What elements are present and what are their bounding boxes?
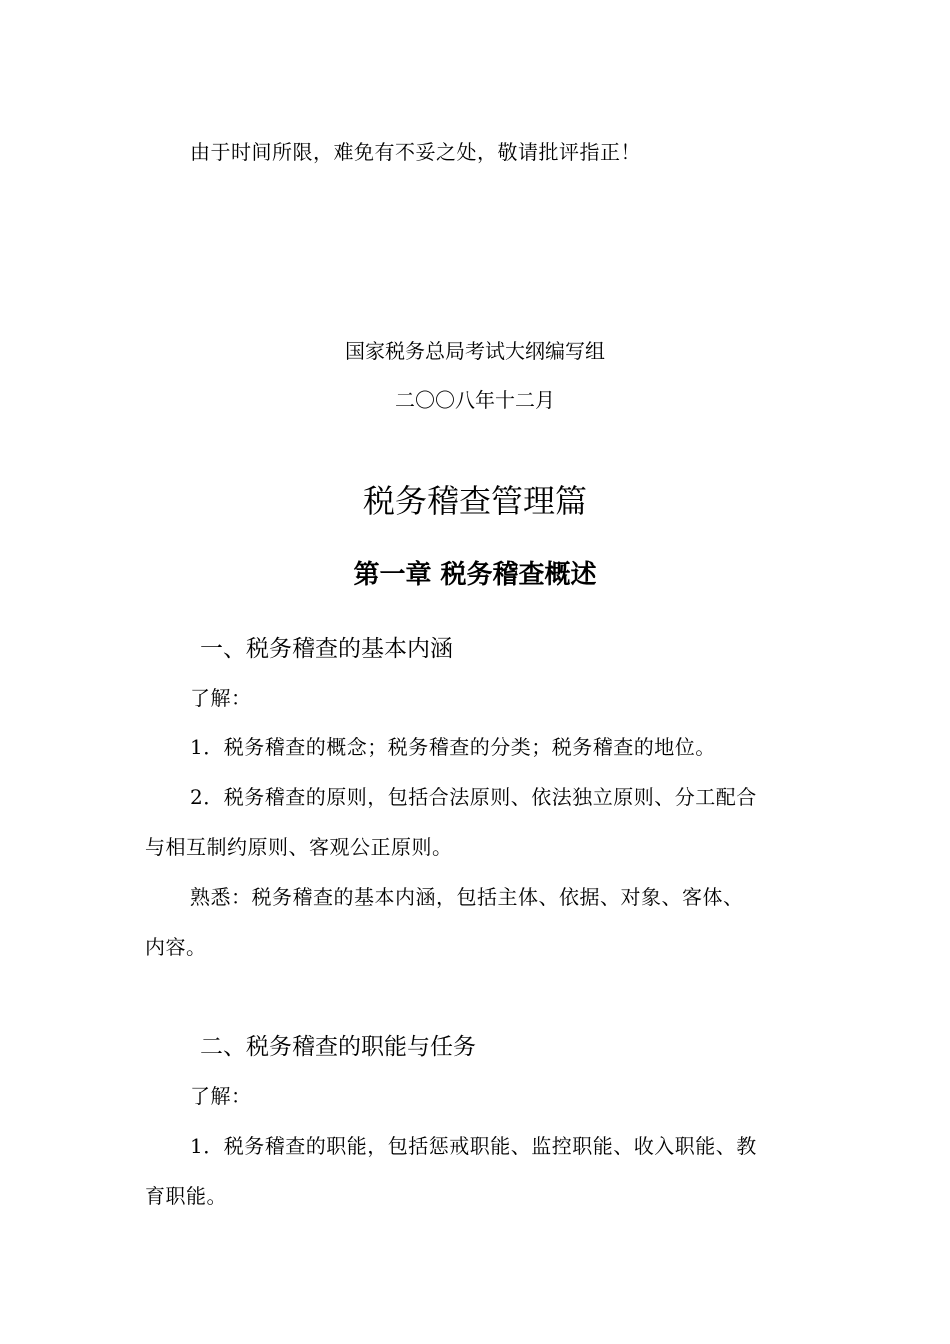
section-heading-1: 一、税务稽查的基本内涵: [200, 636, 453, 662]
understand-label-1: 了解：: [190, 686, 252, 710]
preface-date: 二〇〇八年十二月: [395, 388, 555, 412]
section-1-familiar-line-2: 内容。: [145, 935, 207, 959]
section-1-item-2-line-2: 与相互制约原则、客观公正原则。: [145, 835, 453, 859]
section-1-item-2-line-1: 2．税务稽查的原则，包括合法原则、依法独立原则、分工配合: [190, 785, 757, 809]
section-2-item-1-line-2: 育职能。: [145, 1184, 227, 1208]
section-heading-2: 二、税务稽查的职能与任务: [200, 1034, 476, 1060]
understand-label-2: 了解：: [190, 1084, 252, 1108]
section-2-item-1-line-1: 1．税务稽查的职能，包括惩戒职能、监控职能、收入职能、教: [190, 1134, 757, 1158]
chapter-title: 第一章 税务稽查概述: [353, 560, 597, 590]
preface-author: 国家税务总局考试大纲编写组: [345, 339, 605, 363]
part-title: 税务稽查管理篇: [362, 482, 587, 520]
section-1-familiar-line-1: 熟悉：税务稽查的基本内涵，包括主体、依据、对象、客体、: [190, 885, 744, 909]
preface-closing-text: 由于时间所限，难免有不妥之处，敬请批评指正！: [190, 140, 641, 164]
section-1-item-1: 1．税务稽查的概念；税务稽查的分类；税务稽查的地位。: [190, 735, 716, 759]
